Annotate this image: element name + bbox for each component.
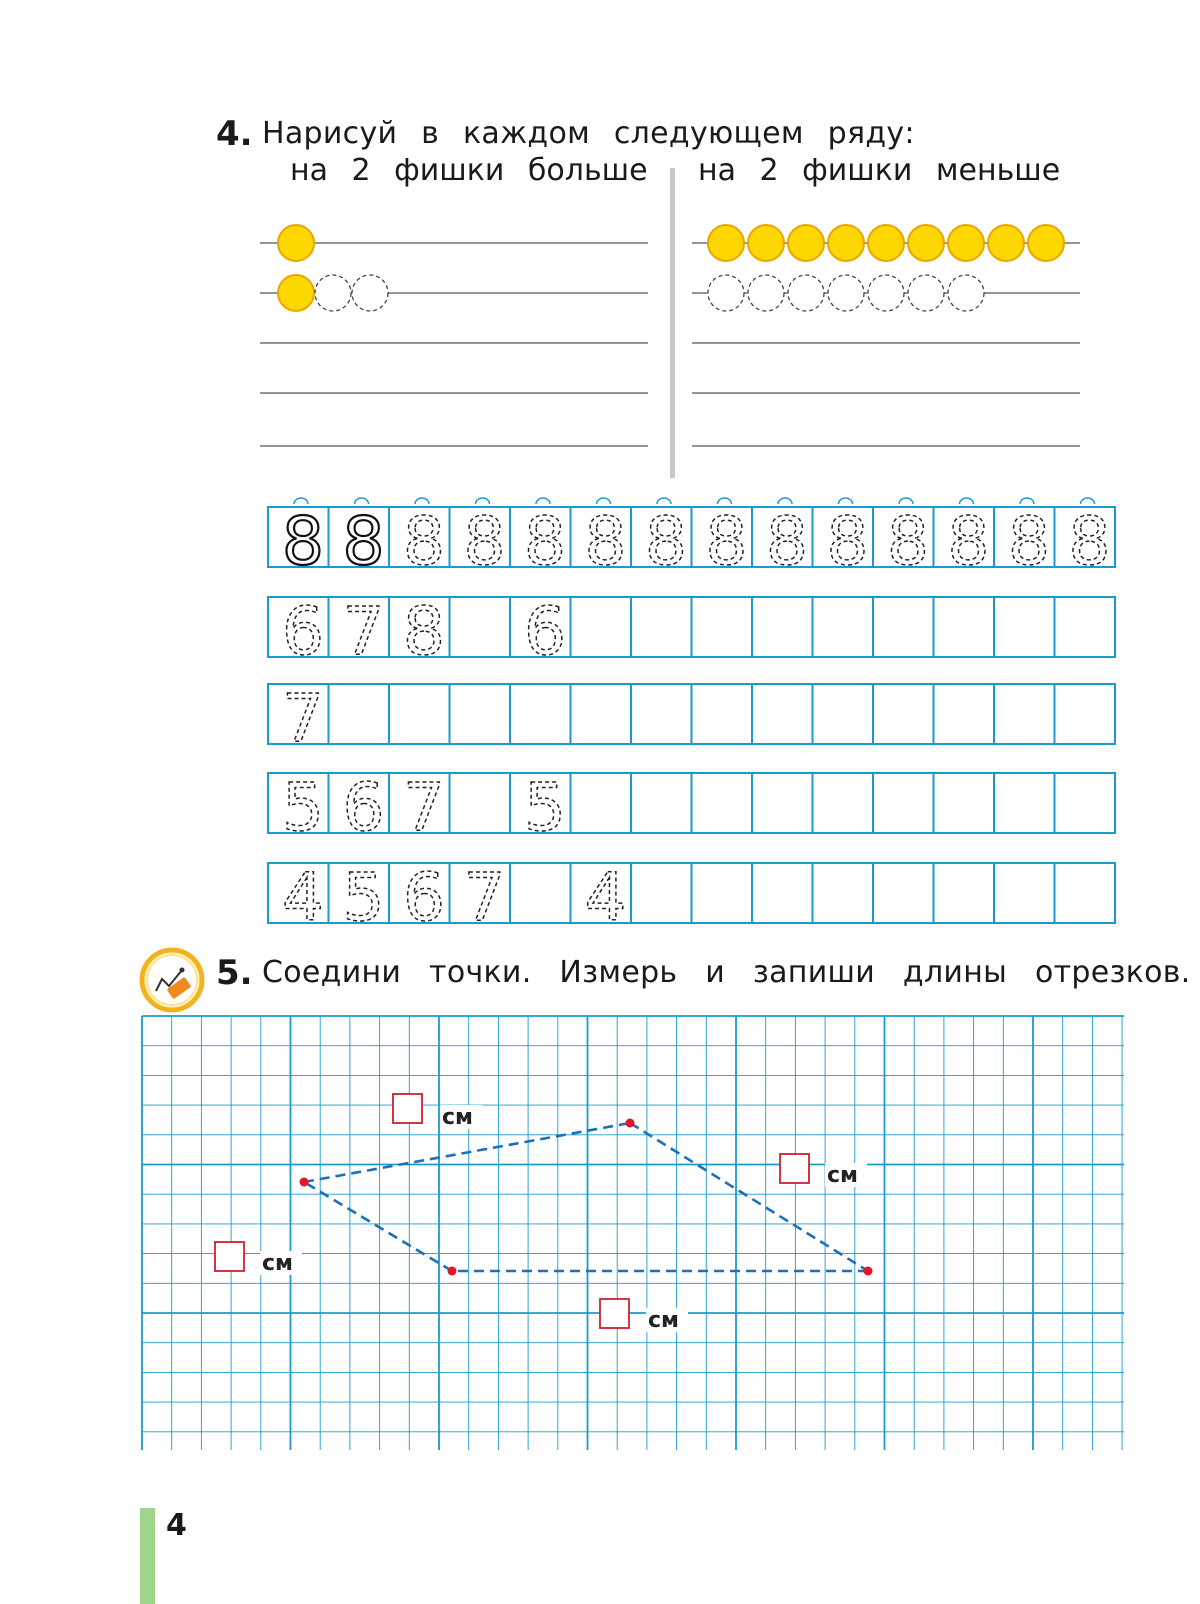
unit-label-4: см xyxy=(648,1308,680,1333)
task-4-number: 4. xyxy=(216,114,253,154)
digit-cell-2-2: 7 xyxy=(342,593,385,670)
right-chip-lines xyxy=(692,243,1080,446)
digit-cell-2-5: 6 xyxy=(524,593,566,670)
digit-writing-rows xyxy=(0,480,1200,930)
digit-cell-1-2: 8 xyxy=(342,503,385,580)
digit-cell-3-1: 7 xyxy=(282,680,324,757)
digit-cell-5-4: 7 xyxy=(463,859,506,930)
point-2 xyxy=(626,1119,635,1128)
segment-1 xyxy=(304,1123,630,1182)
filled-chip xyxy=(948,225,984,261)
page-number: 4 xyxy=(166,1508,187,1543)
task-4-instruction: Нарисуй в каждом следующем ряду: xyxy=(262,116,915,151)
empty-chip xyxy=(748,275,784,311)
filled-chip xyxy=(908,225,944,261)
point-1 xyxy=(300,1178,309,1187)
filled-chip xyxy=(828,225,864,261)
answer-box-4[interactable] xyxy=(600,1299,629,1328)
digit-cell-1-11: 8 xyxy=(887,503,929,580)
empty-chip xyxy=(828,275,864,311)
digit-row-1 xyxy=(268,498,1115,580)
grid-lines xyxy=(142,1016,1124,1450)
digit-cell-4-3: 7 xyxy=(403,769,445,846)
empty-chip xyxy=(788,275,824,311)
left-column-heading: на 2 фишки больше xyxy=(290,153,648,188)
segment-4 xyxy=(304,1182,452,1271)
empty-chip xyxy=(948,275,984,311)
digit-cell-4-1: 5 xyxy=(282,769,324,846)
empty-chip xyxy=(352,275,388,311)
digit-cell-1-8: 8 xyxy=(705,503,748,580)
page-color-bar xyxy=(140,1508,155,1604)
digit-row-2 xyxy=(268,593,1115,670)
digit-cell-1-10: 8 xyxy=(826,503,869,580)
filled-chip xyxy=(788,225,824,261)
digit-cell-5-6: 4 xyxy=(584,859,627,930)
answer-box-3[interactable] xyxy=(215,1242,244,1271)
digit-cell-5-3: 6 xyxy=(403,859,445,930)
filled-chip xyxy=(278,275,314,311)
chip-rows-area xyxy=(0,0,1200,480)
filled-chip xyxy=(278,225,314,261)
column-divider xyxy=(670,168,675,478)
digit-cell-1-5: 8 xyxy=(524,503,566,580)
digit-row-4 xyxy=(268,769,1115,846)
digit-cell-1-9: 8 xyxy=(766,503,808,580)
answer-box-2[interactable] xyxy=(780,1154,809,1183)
left-chip-lines xyxy=(260,243,648,446)
empty-chip xyxy=(315,275,351,311)
task-5-instruction: Соедини точки. Измерь и запиши длины отрезков. xyxy=(262,955,1191,990)
point-3 xyxy=(864,1267,873,1276)
digit-cell-1-1: 8 xyxy=(282,503,324,580)
filled-chip xyxy=(868,225,904,261)
filled-chip xyxy=(988,225,1024,261)
unit-label-2: см xyxy=(827,1163,859,1188)
segment-2 xyxy=(630,1123,868,1271)
dashed-segments xyxy=(300,1119,873,1276)
digit-cell-1-14: 8 xyxy=(1068,503,1111,580)
digit-cell-5-1: 4 xyxy=(282,859,324,930)
digit-cell-1-13: 8 xyxy=(1008,503,1050,580)
filled-chip xyxy=(708,225,744,261)
right-column-heading: на 2 фишки меньше xyxy=(698,153,1061,188)
point-4 xyxy=(448,1267,457,1276)
filled-chip xyxy=(748,225,784,261)
digit-cell-1-4: 8 xyxy=(463,503,506,580)
empty-chip xyxy=(908,275,944,311)
digit-cell-2-1: 6 xyxy=(282,593,324,670)
task-5-number: 5. xyxy=(216,953,253,993)
digit-cell-4-5: 5 xyxy=(524,769,566,846)
digit-row-5 xyxy=(268,859,1115,930)
answer-box-1[interactable] xyxy=(393,1094,422,1123)
unit-label-1: см xyxy=(442,1105,474,1130)
digit-cell-2-3: 8 xyxy=(403,593,445,670)
empty-chip xyxy=(868,275,904,311)
digit-cell-1-12: 8 xyxy=(947,503,990,580)
unit-label-3: см xyxy=(262,1251,294,1276)
digit-cell-4-2: 6 xyxy=(342,769,385,846)
digit-row-3 xyxy=(268,680,1115,757)
digit-cell-1-3: 8 xyxy=(403,503,445,580)
digit-cell-1-7: 8 xyxy=(645,503,687,580)
empty-chip xyxy=(708,275,744,311)
digit-cell-1-6: 8 xyxy=(584,503,627,580)
measurement-grid xyxy=(0,1000,1200,1470)
filled-chip xyxy=(1028,225,1064,261)
digit-cell-5-2: 5 xyxy=(342,859,385,930)
